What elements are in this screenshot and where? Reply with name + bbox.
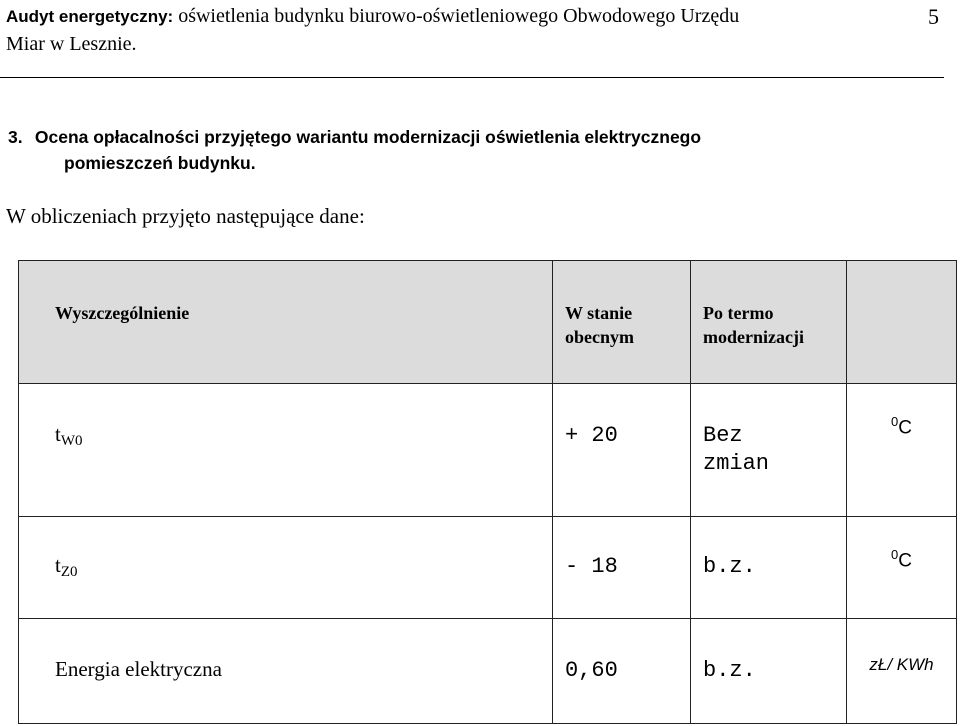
header-after-text <box>691 261 846 349</box>
header-after-line-1: Po termo <box>703 303 774 323</box>
table-row <box>19 384 957 517</box>
row-current-cell <box>553 384 691 517</box>
row-current-value: + 20 <box>565 423 618 448</box>
header-cell-description <box>19 261 553 384</box>
row-current-value: 0,60 <box>565 658 618 683</box>
row-label-subscript: W0 <box>60 433 83 449</box>
row-unit-text: C <box>898 550 912 572</box>
page-number: 5 <box>928 4 939 29</box>
table-row <box>19 619 957 724</box>
section-title-line-2: pomieszczeń budynku. <box>64 153 256 173</box>
row-unit-text: C <box>898 417 912 439</box>
row-after-cell <box>691 517 847 619</box>
header-title-line-2: Miar w Lesznie. <box>6 33 137 55</box>
table-row <box>19 517 957 619</box>
header-cell-unit <box>847 261 957 384</box>
header-label: Audyt energetyczny: <box>6 7 174 26</box>
header-description-text: Wyszczególnienie <box>55 303 190 323</box>
section-heading-line-1 <box>8 124 938 150</box>
section-title-line-1: Ocena opłacalności przyjętego wariantu modernizacji oświetlenia elektrycznego <box>34 127 702 147</box>
row-unit-superscript: 0 <box>891 414 899 429</box>
header-current-line-2: obecnym <box>565 327 634 347</box>
header-current-text <box>553 261 690 349</box>
row-unit-cell <box>847 619 957 724</box>
row-current-value: - 18 <box>565 554 618 579</box>
row-unit: zŁ/ KWh <box>869 655 934 674</box>
row-after-cell <box>691 619 847 724</box>
row-after-value: b.z. <box>703 554 756 579</box>
header-line-1 <box>6 2 946 31</box>
row-unit <box>847 384 956 439</box>
row-after-value <box>691 384 846 478</box>
intro-text: W obliczeniach przyjęto następujące dane: <box>6 204 365 228</box>
row-unit-cell <box>847 384 957 517</box>
row-label <box>19 517 552 581</box>
row-after-value: b.z. <box>703 658 756 683</box>
header-cell-after <box>691 261 847 384</box>
section-heading <box>8 124 938 176</box>
row-current-cell <box>553 517 691 619</box>
row-label-cell <box>19 384 553 517</box>
row-after-line-2: zmian <box>703 451 770 476</box>
row-label-main: t <box>55 422 61 446</box>
row-label-cell <box>19 517 553 619</box>
row-label-main: t <box>55 553 61 577</box>
row-unit-superscript: 0 <box>891 547 899 562</box>
data-table <box>18 260 957 724</box>
section-number: 3. <box>8 127 23 147</box>
row-after-line-1: Bez <box>703 423 743 448</box>
page-header <box>6 2 946 57</box>
header-divider <box>0 77 944 78</box>
row-label-subscript: Z0 <box>60 564 78 580</box>
row-after-cell <box>691 384 847 517</box>
header-after-line-2: modernizacji <box>703 327 804 347</box>
table-header-row <box>19 261 957 384</box>
header-current-line-1: W stanie <box>565 303 633 323</box>
row-unit <box>847 517 956 572</box>
row-current-cell <box>553 619 691 724</box>
header-cell-current <box>553 261 691 384</box>
row-label-cell <box>19 619 553 724</box>
header-title-line-1: oświetlenia budynku biurowo-oświetleniowego Obwodowego Urzędu <box>178 5 740 27</box>
row-label <box>19 384 552 450</box>
row-unit-cell <box>847 517 957 619</box>
row-label: Energia elektryczna <box>55 657 222 681</box>
